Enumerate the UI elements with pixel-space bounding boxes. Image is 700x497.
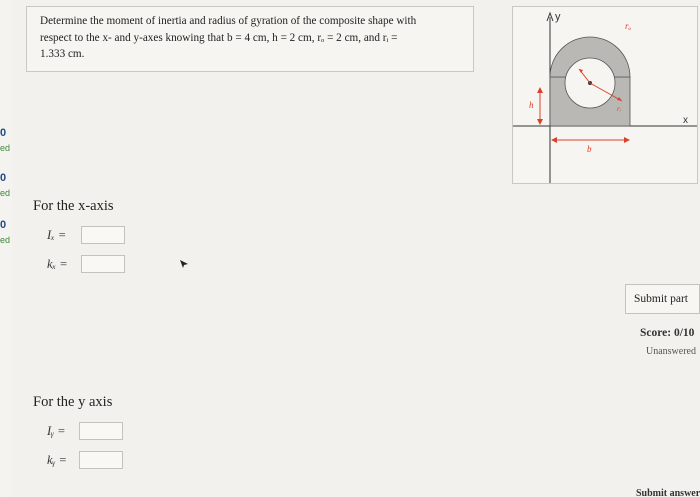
y-axis-label: y [555,11,561,23]
ri-label: rᵢ [617,105,621,113]
h-arrow-bottom [537,119,543,125]
x-axis-label: x [683,115,688,126]
h-label: h [529,100,534,110]
b-label: b [587,144,592,154]
problem-line-3: 1.333 cm. [40,48,85,60]
kx-label: kₓ = [47,257,68,271]
ro-label: rₒ [625,21,632,31]
b-arrow-right [624,137,630,143]
iy-label: Iᵧ = [47,424,66,438]
nav-score-1[interactable]: 0 [0,127,7,139]
iy-input[interactable] [79,422,123,440]
problem-line-1: Determine the moment of inertia and radius of gyration of the composite shape with [40,15,417,27]
nav-status-2: ed [0,188,11,198]
nav-status-1: ed [0,143,11,153]
ix-input[interactable] [81,226,125,244]
question-page [12,0,700,497]
nav-status-3: ed [0,235,11,245]
problem-statement [40,13,470,63]
problem-line-2: respect to the x- and y-axes knowing that b = 4 cm, h = 2 cm, rₒ = 2 cm, and rᵢ = [40,31,398,44]
nav-score-3[interactable]: 0 [0,219,7,231]
submit-answer-button[interactable]: Submit answer [636,488,700,497]
composite-shape-figure [512,6,698,184]
x-axis-section-title: For the x-axis [33,198,114,214]
ky-label: kᵧ = [47,453,67,467]
nav-score-2[interactable]: 0 [0,172,7,184]
ky-input[interactable] [79,451,123,469]
part-status: Unanswered [646,346,696,357]
part-score: Score: 0/10 [640,327,695,339]
h-arrow-top [537,87,543,93]
figure-svg [513,7,697,183]
ix-label: Iₓ = [47,228,67,242]
problem-statement-box [26,6,474,72]
b-arrow-left [551,137,557,143]
y-axis-section-title: For the y axis [33,394,113,410]
submit-part-button[interactable]: Submit part [625,284,700,314]
mouse-cursor-icon [178,258,190,270]
kx-input[interactable] [81,255,125,273]
